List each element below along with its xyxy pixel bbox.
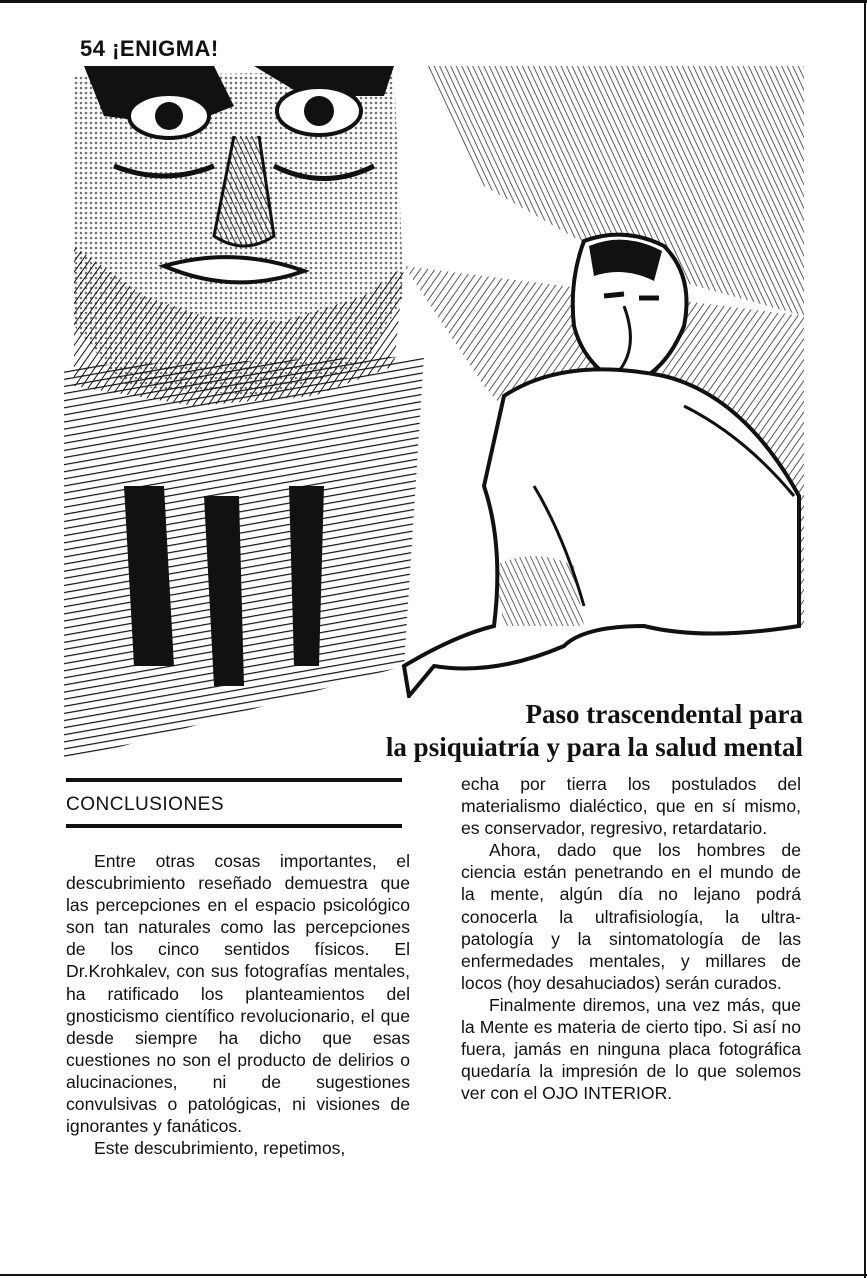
rule-bottom	[66, 824, 402, 828]
page-frame-right	[864, 0, 866, 1278]
paragraph: Ahora, dado que los hombres de ciencia están penetrando en el mundo de la mente, algún día no lejano podrá conocerla la ultrafisiología, la ultra-patología y la sintomatología de las enfermedades mentales, y millares de locos (hoy desahuciados) serán curados.	[461, 840, 801, 993]
page-number: 54	[80, 36, 106, 61]
left-column	[66, 850, 410, 1159]
page-header	[80, 36, 219, 62]
headline-line-2: la psiquiatría y para la salud mental	[385, 732, 803, 762]
giant-face	[74, 66, 404, 406]
paragraph: echa por tierra los postulados del materialismo dialéctico, que en sí mismo, es conservador, regresivo, retardatario.	[461, 774, 801, 839]
paragraph: Finalmente diremos, una vez más, que la Mente es materia de cierto tipo. Si así no fuera, jamás en ninguna placa fotográfica quedaría la impresión de lo que solemos ver con el OJO INTERIOR.	[461, 994, 801, 1104]
rule-top	[66, 778, 402, 782]
headline-line-1: Paso trascendental para	[525, 699, 803, 729]
page-frame-top	[0, 0, 867, 3]
headline	[378, 698, 803, 764]
paragraph: Este descubrimiento, repetimos,	[94, 1138, 346, 1159]
illustration	[64, 66, 804, 760]
page-frame-bottom	[0, 1274, 867, 1276]
right-column	[461, 773, 801, 1104]
section-title: CONCLUSIONES	[66, 794, 225, 815]
paragraph: Entre otras cosas importantes, el descubrimiento reseñado demuestra que las percepciones en el espacio psicológico son tan naturales como las percepciones de los cinco sentidos físicos. El Dr.Krohkalev, con sus fotografías mentales, ha ratificado los planteamientos del gnosticismo científico revolucionario, el que desde siempre ha dicho que esas cuestiones no son el producto de delirios o alucinaciones, ni de sugestiones convulsivas o patológicas, ni visiones de ignorantes y fanáticos.	[66, 851, 410, 1137]
magazine-title: ¡ENIGMA!	[112, 36, 219, 61]
rays	[64, 356, 424, 760]
